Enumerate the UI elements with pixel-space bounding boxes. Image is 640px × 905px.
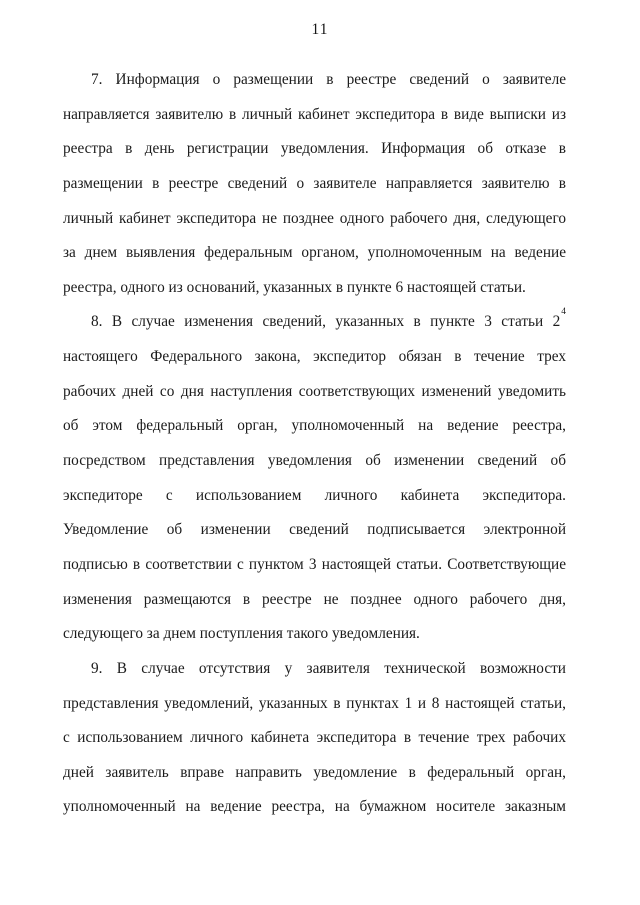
text-line <box>63 98 566 133</box>
text-line-content: с использованием личного кабинета экспедитора в течение трех рабочих <box>63 729 566 747</box>
text-line <box>63 652 566 687</box>
text-line <box>63 687 566 722</box>
text-line <box>63 583 566 618</box>
text-line <box>63 479 566 514</box>
text-line <box>63 617 566 652</box>
text-line-content: направляется заявителю в личный кабинет экспедитора в виде выписки из <box>63 105 566 123</box>
text-line <box>63 790 566 825</box>
text-line <box>63 756 566 791</box>
text-line <box>63 202 566 237</box>
text-line-content: рабочих дней со дня наступления соответствующих изменений уведомить <box>63 382 566 400</box>
paragraph <box>63 305 566 651</box>
text-line-content: настоящего Федерального закона, экспедитор обязан в течение трех <box>63 348 566 366</box>
text-line-content: об этом федеральный орган, уполномоченный на ведение реестра, <box>63 417 566 435</box>
text-line <box>63 548 566 583</box>
text-line <box>63 63 566 98</box>
text-line-content: подписью в соответствии с пунктом 3 настоящей статьи. Соответствующие <box>63 555 566 573</box>
text-line-content: личный кабинет экспедитора не позднее одного рабочего дня, следующего <box>63 209 566 227</box>
text-line-content: экспедиторе с использованием личного кабинета экспедитора. <box>63 486 566 504</box>
text-line-content: изменения размещаются в реестре не позднее одного рабочего дня, <box>63 590 566 608</box>
text-line <box>63 375 566 410</box>
text-line-content: 8. В случае изменения сведений, указанных в пункте 3 статьи 2 <box>91 313 561 331</box>
text-line-content: реестра в день регистрации уведомления. Информация об отказе в <box>63 140 566 158</box>
text-line-content: за днем выявления федеральным органом, уполномоченным на ведение <box>63 244 566 262</box>
text-line-content: дней заявитель вправе направить уведомление в федеральный орган, <box>63 763 566 781</box>
text-line <box>63 513 566 548</box>
text-line <box>63 444 566 479</box>
text-line-content: посредством представления уведомления об изменении сведений об <box>63 452 566 470</box>
text-line <box>63 305 566 340</box>
text-line-content: представления уведомлений, указанных в пунктах 1 и 8 настоящей статьи, <box>63 694 566 712</box>
text-line <box>63 409 566 444</box>
text-line-content: уполномоченный на ведение реестра, на бумажном носителе заказным <box>63 798 566 816</box>
text-line-content: размещении в реестре сведений о заявителе направляется заявителю в <box>63 174 566 192</box>
document-body <box>63 63 566 825</box>
page-number: 11 <box>311 21 329 38</box>
text-line <box>63 167 566 202</box>
text-line <box>63 340 566 375</box>
superscript: 4 <box>561 307 566 318</box>
text-line-content: следующего за днем поступления такого уведомления. <box>63 625 420 643</box>
text-line-content: 9. В случае отсутствия у заявителя технической возможности <box>91 659 566 677</box>
text-line <box>63 271 566 306</box>
paragraph <box>63 652 566 825</box>
text-line-content: 7. Информация о размещении в реестре сведений о заявителе <box>91 71 566 88</box>
text-line <box>63 721 566 756</box>
text-line <box>63 132 566 167</box>
text-line-content: Уведомление об изменении сведений подписывается электронной <box>63 521 566 539</box>
text-line-content: реестра, одного из оснований, указанных в пункте 6 настоящей статьи. <box>63 278 526 296</box>
paragraph <box>63 63 566 305</box>
text-line <box>63 236 566 271</box>
